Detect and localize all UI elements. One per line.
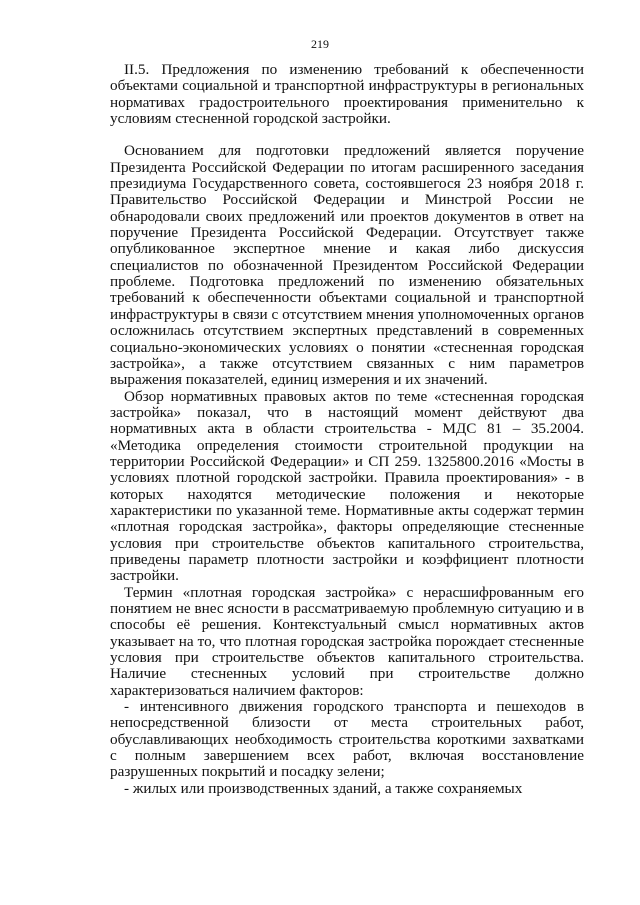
paragraph-review: Обзор нормативных правовых актов по теме «стесненная городская застройка» показал, что в настоящий момент действуют два нормативных акта в области строительства - МДС 81 – 35.2004. «Методика определения стоимости строительной продукции на территории Российской Федерации» и СП 259. 1325800.2016 «Мосты в условиях плотной городской застройки. Правила проектирования» - в которых находятся методические положения и некоторые характеристики по указанной теме. Нормативные акты содержат термин «плотная городская застройка», факторы определяющие стесненные условия при строительстве объектов капитального строительства, приведены параметр плотности застройки и коэффициент плотности застройки. bbox=[110, 387, 584, 585]
list-item-traffic: - интенсивного движения городского транспорта и пешеходов в непосредственной близости от места строительных работ, обуславливающих необходимость строительства короткими захватками с полным завершением всех работ, включая восстановление разрушенных покрытий и посадку зелени; bbox=[110, 698, 584, 781]
paragraph-basis: Основанием для подготовки предложений является поручение Президента Российской Федерации по итогам расширенного заседания президиума Государственного совета, состоявшегося 23 ноября 2018 г. Правительство Российской Федерации и Минстрой России не обнародовали своих предложений или проектов документов в ответ на поручение Президента Российской Федерации. Отсутствует также опубликованное экспертное мнение и какая либо дискуссия специалистов по обозначенной Президентом Российской Федерации проблеме. Подготовка предложений по изменению обязательных требований к обеспеченности объектами социальной и транспортной инфраструктуры в связи с отсутствием мнения уполномоченных органов осложнилась отсутствием экспертных представлений в современных социально-экономических условиях о понятии «стесненная городская застройка», а также отсутствием связанных с ним параметров выражения показателей, единиц измерения и их значений. bbox=[110, 142, 584, 389]
page-content bbox=[110, 62, 584, 797]
spacer bbox=[110, 127, 584, 143]
paragraph-term: Термин «плотная городская застройка» с нерасшифрованным его понятием не внес ясности в рассматриваемую проблемную ситуацию и в способы её решения. Контекстуальный смысл нормативных актов указывает на то, что плотная городская застройка порождает стесненные условия при строительстве объектов капитального строительства. Наличие стесненных условий при строительстве должно характеризоваться наличием факторов: bbox=[110, 583, 584, 699]
page-number: 219 bbox=[311, 37, 329, 51]
section-heading: II.5. Предложения по изменению требований к обеспеченности объектами социальной и транспортной инфраструктуры в региональных нормативах градостроительного проектирования применительно к условиям стесненной городской застройки. bbox=[110, 61, 584, 128]
list-item-buildings: - жилых или производственных зданий, а также сохраняемых bbox=[124, 779, 523, 797]
